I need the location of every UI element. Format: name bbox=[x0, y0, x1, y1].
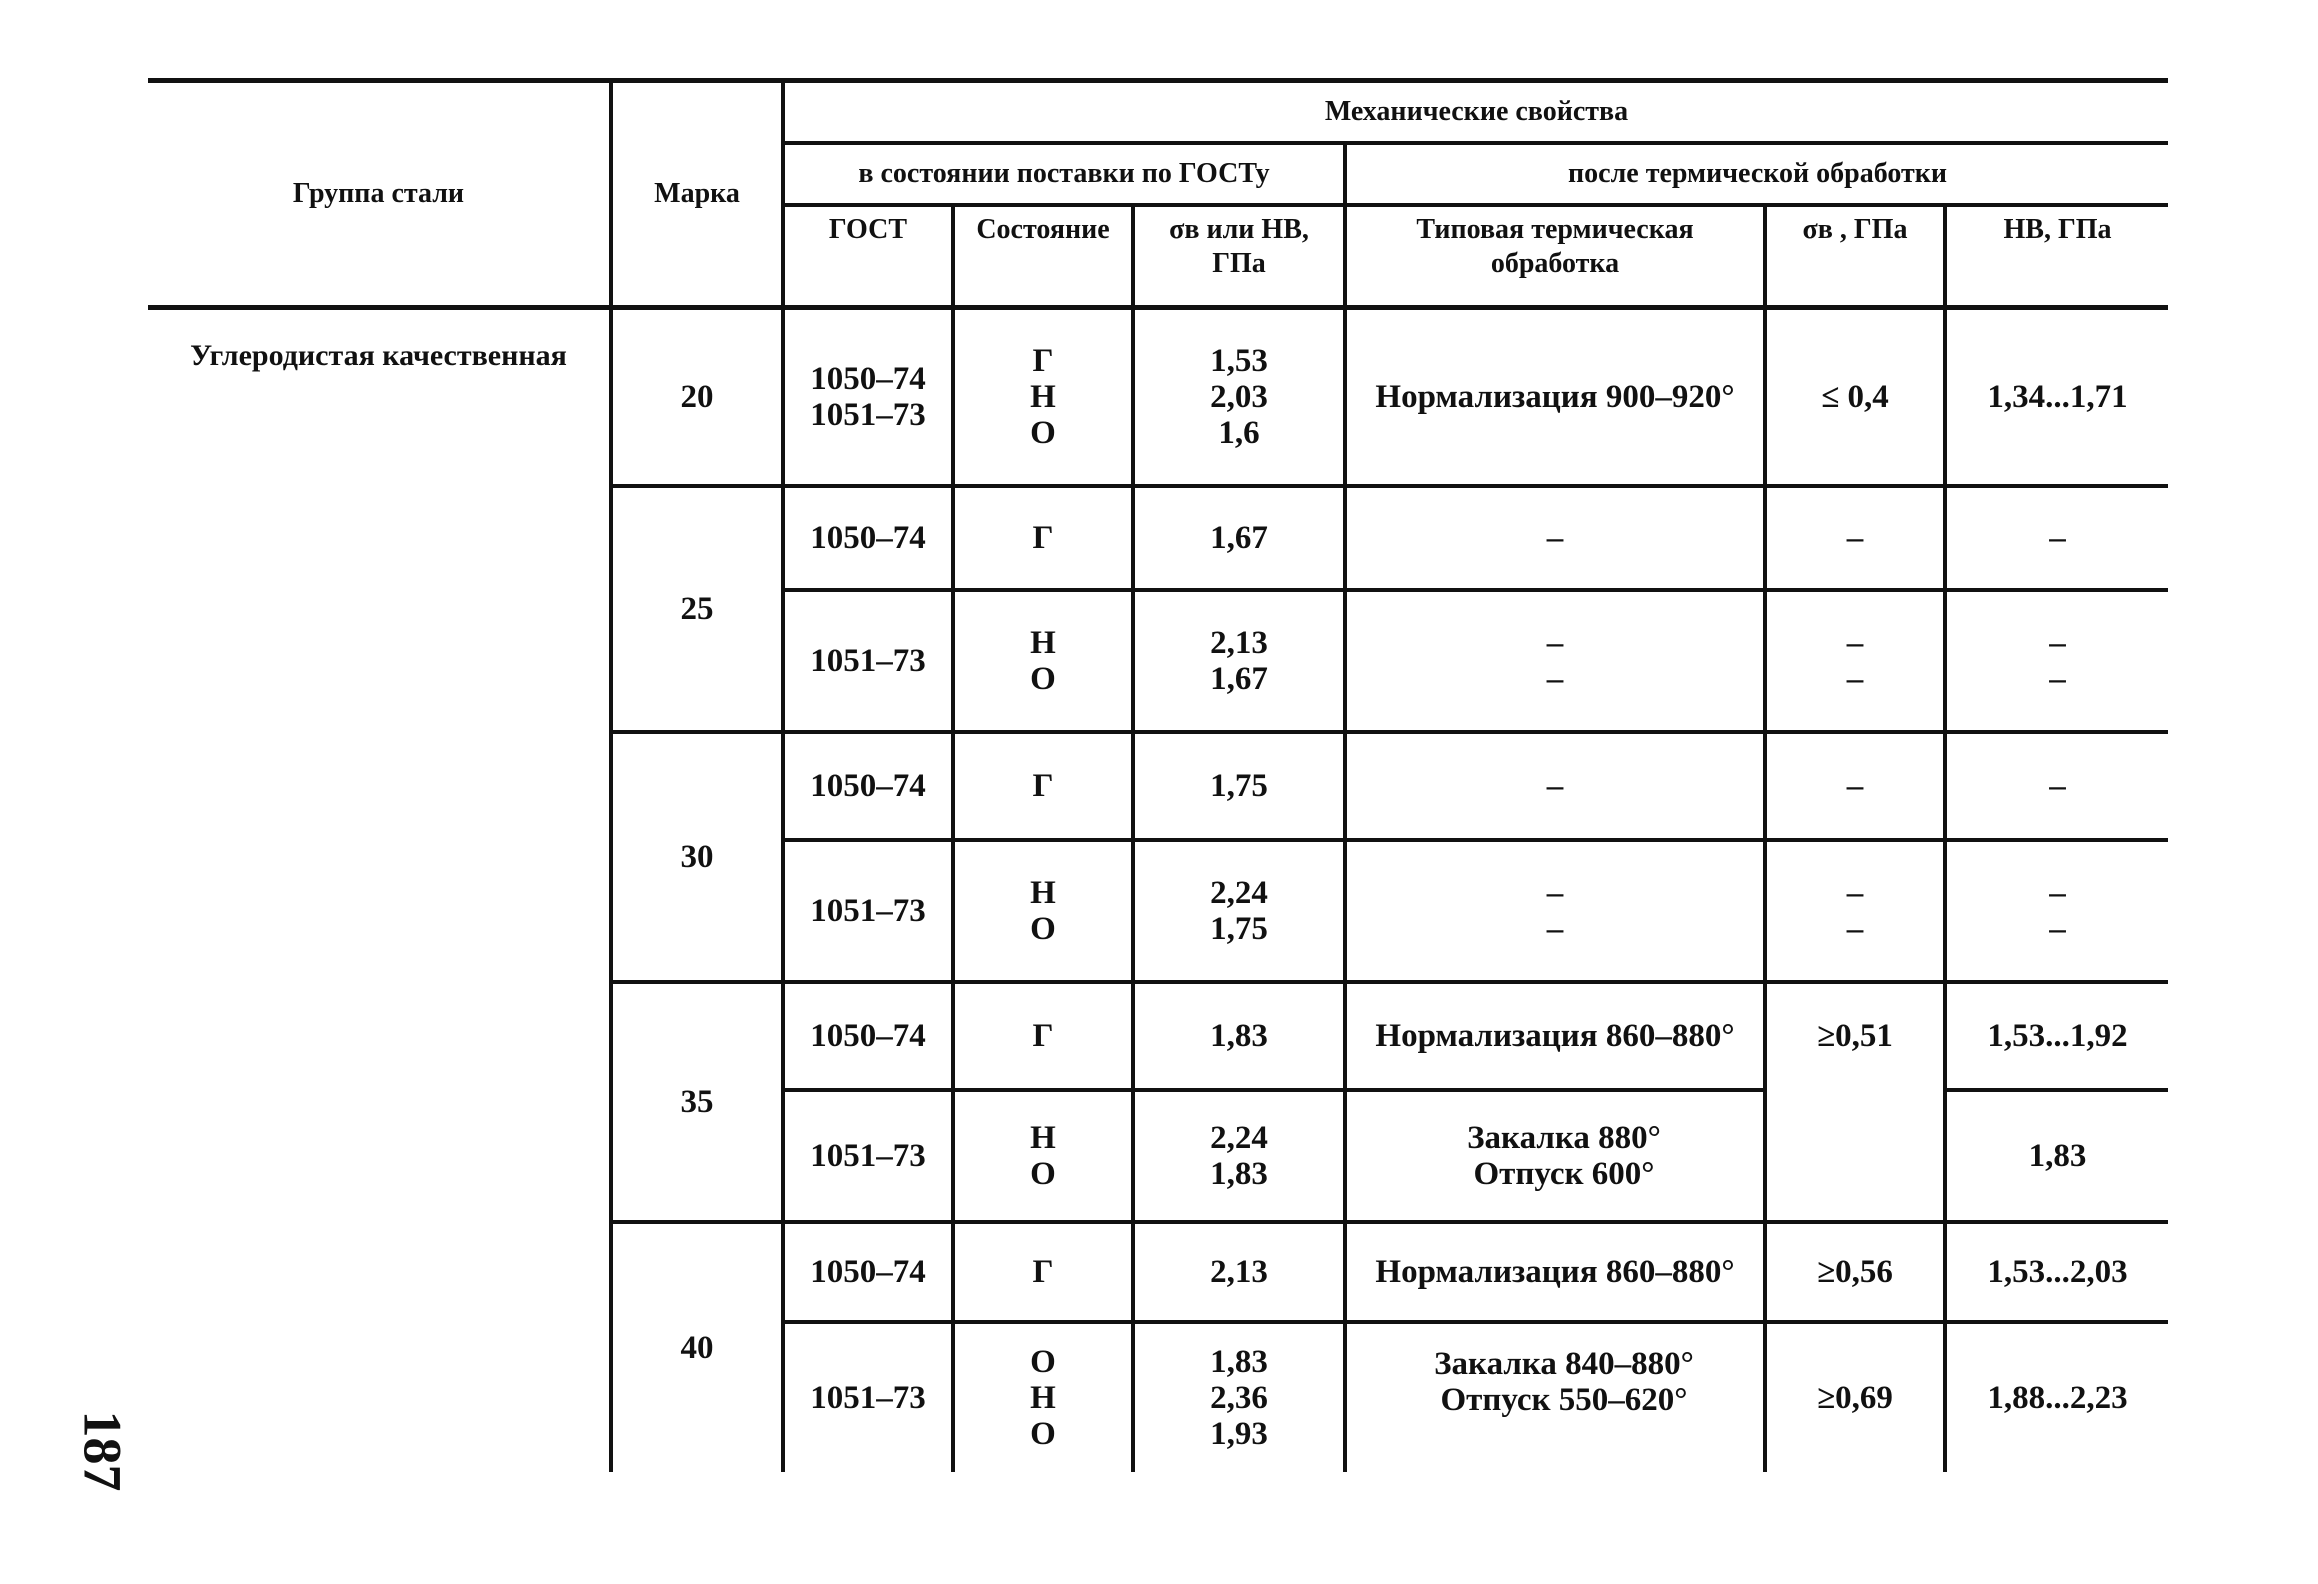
value-cell: 2,13 1,67 bbox=[1133, 590, 1345, 732]
hb-cell: 1,83 bbox=[1945, 1090, 2168, 1222]
treatment-cell: – bbox=[1345, 486, 1765, 590]
sigma-cell: ≥0,56 bbox=[1765, 1222, 1945, 1322]
value-cell: 1,75 bbox=[1133, 732, 1345, 840]
mark-cell: 20 bbox=[611, 308, 783, 486]
steel-properties-table bbox=[148, 78, 2168, 1472]
gost-cell: 1050–74 bbox=[783, 486, 953, 590]
sigma-cell: – bbox=[1765, 486, 1945, 590]
header-group: Группа стали bbox=[148, 81, 611, 308]
hb-cell: – bbox=[1945, 486, 2168, 590]
mark-cell: 25 bbox=[611, 486, 783, 732]
treatment-cell: Закалка 880° Отпуск 600° bbox=[1345, 1090, 1765, 1222]
gost-cell: 1051–73 bbox=[783, 1322, 953, 1472]
header-state: Состояние bbox=[953, 205, 1133, 308]
value-cell: 1,83 2,36 1,93 bbox=[1133, 1322, 1345, 1472]
sigma-cell: ≤ 0,4 bbox=[1765, 308, 1945, 486]
treatment-cell: – bbox=[1345, 732, 1765, 840]
state-cell: Г bbox=[953, 1222, 1133, 1322]
state-cell: Н О bbox=[953, 1090, 1133, 1222]
header-sigma: σв , ГПа bbox=[1765, 205, 1945, 308]
state-cell: Г Н О bbox=[953, 308, 1133, 486]
hb-cell: 1,53...1,92 bbox=[1945, 982, 2168, 1090]
treatment-cell: – – bbox=[1345, 840, 1765, 982]
value-cell: 1,83 bbox=[1133, 982, 1345, 1090]
header-gost: ГОСТ bbox=[783, 205, 953, 308]
treatment-cell: Нормализация 860–880° bbox=[1345, 1222, 1765, 1322]
hb-cell: – – bbox=[1945, 590, 2168, 732]
steel-group: Углеродистая качественная bbox=[148, 308, 611, 1472]
treatment-cell: Нормализация 900–920° bbox=[1345, 308, 1765, 486]
gost-cell: 1050–74 1051–73 bbox=[783, 308, 953, 486]
value-cell: 1,67 bbox=[1133, 486, 1345, 590]
treatment-cell: Закалка 840–880° Отпуск 550–620° bbox=[1345, 1322, 1765, 1472]
sigma-cell: ≥0,51 bbox=[1765, 982, 1945, 1222]
value-cell: 2,13 bbox=[1133, 1222, 1345, 1322]
state-cell: Н О bbox=[953, 840, 1133, 982]
header-hb: НВ, ГПа bbox=[2003, 214, 2112, 245]
state-cell: Г bbox=[953, 486, 1133, 590]
value-cell: 2,24 1,75 bbox=[1133, 840, 1345, 982]
value-cell: 1,53 2,03 1,6 bbox=[1133, 308, 1345, 486]
state-cell: Н О bbox=[953, 590, 1133, 732]
value-cell: 2,24 1,83 bbox=[1133, 1090, 1345, 1222]
header-after-treatment: после термической обработки bbox=[1345, 143, 2168, 205]
state-cell: Г bbox=[953, 982, 1133, 1090]
sigma-cell: – – bbox=[1765, 590, 1945, 732]
treatment-cell: – – bbox=[1345, 590, 1765, 732]
hb-cell: 1,88...2,23 bbox=[1987, 1379, 2128, 1416]
header-typical-treatment: Типовая термическая обработка bbox=[1345, 205, 1765, 308]
hb-cell: – – bbox=[1945, 840, 2168, 982]
gost-cell: 1050–74 bbox=[783, 982, 953, 1090]
gost-cell: 1050–74 bbox=[783, 1222, 953, 1322]
mark-cell: 30 bbox=[611, 732, 783, 982]
gost-cell: 1051–73 bbox=[783, 590, 953, 732]
gost-cell: 1051–73 bbox=[783, 1090, 953, 1222]
sigma-cell: – bbox=[1765, 732, 1945, 840]
hb-cell: 1,53...2,03 bbox=[1945, 1222, 2168, 1322]
mark-cell: 35 bbox=[611, 982, 783, 1222]
treatment-cell: Нормализация 860–880° bbox=[1345, 982, 1765, 1090]
gost-cell: 1051–73 bbox=[783, 840, 953, 982]
header-mechanical-properties: Механические свойства bbox=[783, 81, 2168, 144]
hb-cell: – bbox=[1945, 732, 2168, 840]
page-number: 187 bbox=[72, 1410, 133, 1492]
header-sigma-or-hb: σв или НВ, ГПа bbox=[1133, 205, 1345, 308]
header-mark: Марка bbox=[611, 81, 783, 308]
mark-cell: 40 bbox=[611, 1222, 783, 1472]
state-cell: Г bbox=[953, 732, 1133, 840]
hb-cell: 1,34...1,71 bbox=[1945, 308, 2168, 486]
state-cell: О Н О bbox=[953, 1322, 1133, 1472]
sigma-cell: ≥0,69 bbox=[1765, 1322, 1945, 1472]
gost-cell: 1050–74 bbox=[783, 732, 953, 840]
header-delivery-state: в состоянии поставки по ГОСТу bbox=[783, 143, 1345, 205]
sigma-cell: – – bbox=[1765, 840, 1945, 982]
